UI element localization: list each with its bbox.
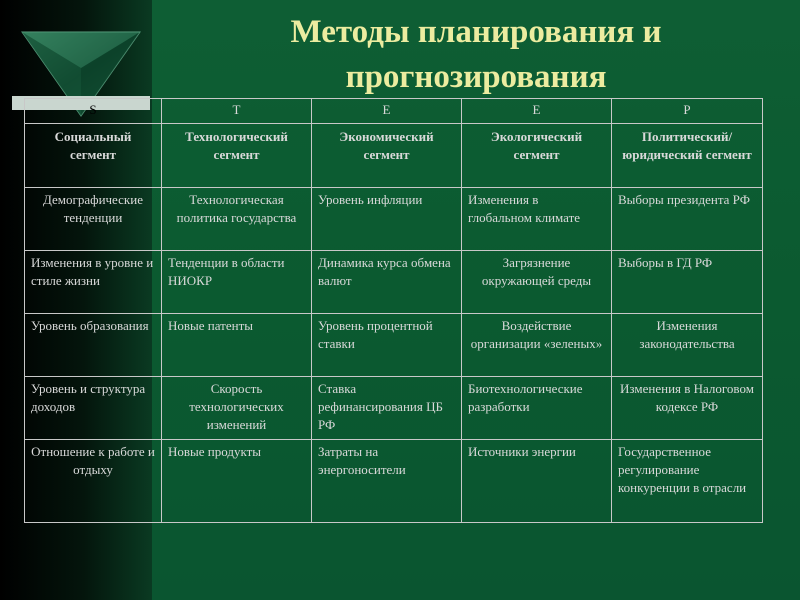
table-cell: Источники энергии xyxy=(462,440,612,523)
table-cell: Уровень инфляции xyxy=(312,188,462,251)
letter-cell: S xyxy=(25,99,162,124)
slide-title xyxy=(236,10,716,100)
table-cell: Скорость технологических изменений xyxy=(162,377,312,440)
letters-row xyxy=(25,99,763,124)
table-row xyxy=(25,188,763,251)
table-cell: Государственное регулирование конкуренции в отрасли xyxy=(612,440,763,523)
table-cell: Технологическая политика государства xyxy=(162,188,312,251)
table-cell: Воздействие организации «зеленых» xyxy=(462,314,612,377)
letter-cell: E xyxy=(312,99,462,124)
segment-header: Экологический сегмент xyxy=(462,124,612,188)
segment-header: Политический/ юридический сегмент xyxy=(612,124,763,188)
table-cell: Изменения в уровне и стиле жизни xyxy=(25,251,162,314)
table-cell: Биотехнологические разработки xyxy=(462,377,612,440)
table-row xyxy=(25,377,763,440)
table-cell: Новые патенты xyxy=(162,314,312,377)
table-cell: Выборы в ГД РФ xyxy=(612,251,763,314)
segment-header: Технологический сегмент xyxy=(162,124,312,188)
segment-header: Экономический сегмент xyxy=(312,124,462,188)
table-row xyxy=(25,314,763,377)
table-cell: Изменения в Налоговом кодексе РФ xyxy=(612,377,763,440)
table-cell: Динамика курса обмена валют xyxy=(312,251,462,314)
table-cell: Уровень и структура доходов xyxy=(25,377,162,440)
letter-cell: T xyxy=(162,99,312,124)
table-cell: Загрязнение окружающей среды xyxy=(462,251,612,314)
table-cell: Отношение к работе и отдыху xyxy=(25,440,162,523)
table-row xyxy=(25,251,763,314)
table-row xyxy=(25,440,763,523)
title-line-1: Методы планирования и xyxy=(290,14,662,50)
table-cell: Новые продукты xyxy=(162,440,312,523)
table-cell: Тенденции в области НИОКР xyxy=(162,251,312,314)
table-cell: Выборы президента РФ xyxy=(612,188,763,251)
segments-row xyxy=(25,124,763,188)
table-cell: Затраты на энергоносители xyxy=(312,440,462,523)
table-cell: Демографические тенденции xyxy=(25,188,162,251)
title-line-2: прогнозирования xyxy=(345,59,607,95)
pest-analysis-table xyxy=(24,98,763,523)
segment-header: Социальный сегмент xyxy=(25,124,162,188)
table-cell: Уровень процентной ставки xyxy=(312,314,462,377)
table-cell: Изменения в глобальном климате xyxy=(462,188,612,251)
letter-cell: P xyxy=(612,99,763,124)
table-cell: Изменения законодательства xyxy=(612,314,763,377)
letter-cell: E xyxy=(462,99,612,124)
table-cell: Ставка рефинансирования ЦБ РФ xyxy=(312,377,462,440)
table-cell: Уровень образования xyxy=(25,314,162,377)
